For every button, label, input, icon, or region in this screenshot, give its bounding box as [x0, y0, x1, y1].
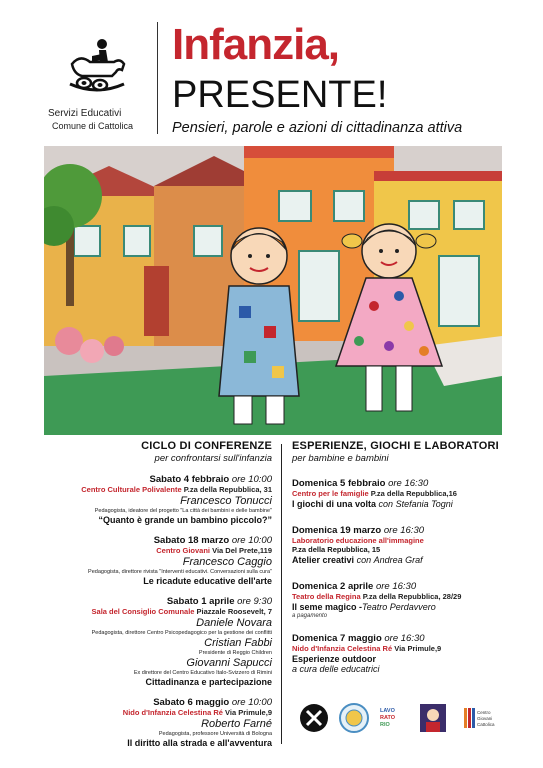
boy-puppet [219, 228, 299, 424]
partner-logo-seal-icon [340, 704, 368, 732]
experience-event [292, 581, 512, 619]
event-venue: Centro Giovani [156, 546, 210, 555]
rocking-horse-logo-icon [62, 34, 132, 104]
event-time: ore 16:30 [388, 478, 429, 489]
event-venue: Nido d'Infanzia Celestina Ré [292, 644, 393, 653]
partner-logo-circle-icon [300, 704, 328, 732]
partner-logo-portrait-icon [420, 704, 446, 732]
conferences-title: CICLO DI CONFERENZE [141, 440, 272, 452]
event-time: ore 10:00 [231, 535, 272, 546]
event-date: Domenica 2 aprile [292, 581, 374, 592]
title-line-1: Infanzia, [172, 20, 340, 69]
title-line-2: PRESENTE! [172, 74, 388, 116]
speaker-role: Pedagogista, direttore Centro Psicopedagogico per la gestione dei conflitti [91, 630, 272, 636]
header-divider [157, 22, 158, 134]
conferences-column [44, 440, 272, 748]
partner-logos [292, 700, 512, 740]
activity-host: Andrea Graf [373, 555, 423, 565]
event-address: P.za della Repubblica, 31 [183, 485, 272, 494]
partner-logo-centro-giovani-icon [464, 708, 495, 728]
event-address: P.za della Repubblica, 28/29 [362, 592, 462, 601]
talk-title: Le ricadute educative dell'arte [143, 576, 272, 586]
event-venue: Laboratorio educazione all'immagine [292, 536, 424, 545]
speaker-role: Pedagogista, direttore rivista "Interventi educativi. Conversazioni sulla cura" [88, 569, 272, 575]
event-date: Domenica 19 marzo [292, 525, 382, 536]
speaker-role: Ex direttore del Centro Educativo Italo-Svizzero di Rimini [133, 670, 272, 676]
event-address: Piazzale Roosevelt, 7 [196, 607, 272, 616]
event-venue: Nido d'Infanzia Celestina Ré [122, 708, 223, 717]
speaker-name: Francesco Caggio [182, 556, 272, 568]
speaker-name: Cristian Fabbi [204, 637, 272, 649]
activity-title: Esperienze outdoor [292, 654, 377, 664]
event-venue: Sala del Consiglio Comunale [91, 607, 195, 616]
activity-with: con [378, 499, 394, 509]
conference-event [44, 535, 272, 586]
event-date: Sabato 6 maggio [153, 697, 230, 708]
experience-event [292, 478, 512, 509]
speaker-role: Pedagogista, professore Università di Bologna [158, 731, 272, 737]
activity-host: Stefania Togni [395, 499, 453, 509]
event-address: Via Primule,9 [394, 644, 442, 653]
svg-text:Giovani: Giovani [477, 716, 493, 721]
talk-title: Cittadinanza e partecipazione [145, 677, 272, 687]
event-address: Via Primule,9 [225, 708, 272, 717]
conferences-subtitle: per confrontarsi sull'infanzia [154, 453, 272, 464]
talk-title: Il diritto alla strada e all'avventura [127, 738, 272, 748]
activity-title: Atelier creativi [292, 555, 355, 565]
event-time: ore 16:30 [384, 633, 425, 644]
event-address: Via Del Prete,119 [212, 546, 272, 555]
activity-host: Teatro Perdavvero [362, 602, 436, 612]
event-address: P.za della Repubblica,16 [370, 489, 457, 498]
svg-text:Cattolica: Cattolica [477, 722, 495, 727]
activity-title: I giochi di una volta [292, 499, 377, 509]
svg-text:LAVO: LAVO [380, 708, 395, 714]
event-venue: Centro Culturale Polivalente [81, 485, 182, 494]
speaker-name: Roberto Farné [201, 718, 272, 730]
event-time: ore 10:00 [231, 697, 272, 708]
svg-text:RIO: RIO [380, 722, 390, 728]
event-venue: Teatro della Regina [292, 592, 361, 601]
event-address: P.za della Repubblica, 15 [292, 545, 381, 554]
speaker-name: Francesco Tonucci [180, 495, 272, 507]
experiences-title: ESPERIENZE, GIOCHI E LABORATORI [292, 440, 499, 452]
experience-event [292, 525, 512, 565]
speaker-role: Presidente di Reggio Children [198, 650, 272, 656]
talk-title: “Quanto è grande un bambino piccolo?” [98, 515, 272, 525]
conference-event [44, 474, 272, 525]
event-venue: Centro per le famiglie [292, 489, 369, 498]
svg-text:Centro: Centro [477, 710, 491, 715]
activity-title: Il seme magico - [292, 602, 363, 612]
speaker-name: Giovanni Sapucci [186, 657, 272, 669]
experiences-column [292, 440, 512, 674]
partner-logo-lavoratorio-icon [378, 704, 400, 732]
conference-event [44, 596, 272, 687]
org-name: Servizi Educativi [48, 108, 122, 119]
conference-event [44, 697, 272, 748]
poster-header [0, 0, 543, 148]
poster-subtitle: Pensieri, parole e azioni di cittadinanza attiva [172, 120, 463, 136]
experiences-subtitle: per bambine e bambini [292, 453, 389, 464]
event-date: Domenica 7 maggio [292, 633, 382, 644]
column-divider [281, 444, 282, 744]
svg-text:RATO: RATO [380, 715, 396, 721]
speaker-name: Daniele Novara [196, 617, 272, 629]
event-date: Sabato 1 aprile [166, 596, 235, 607]
experience-event [292, 633, 512, 674]
price-note: a pagamento [292, 613, 328, 619]
org-municipality: Comune di Cattolica [52, 121, 134, 131]
event-time: ore 16:30 [383, 525, 425, 536]
event-time: ore 10:00 [231, 474, 272, 485]
event-time: ore 9:30 [237, 596, 272, 607]
event-date: Sabato 4 febbraio [149, 474, 230, 485]
event-time: ore 16:30 [375, 581, 417, 592]
activity-with: con [356, 555, 372, 565]
paper-puppets-photo [44, 146, 502, 435]
speaker-role: Pedagogista, ideatore del progetto "La città dei bambini e delle bambine" [94, 508, 272, 514]
event-date: Domenica 5 febbraio [292, 478, 386, 489]
activity-curator: a cura delle educatrici [292, 664, 380, 674]
event-date: Sabato 18 marzo [153, 535, 230, 546]
